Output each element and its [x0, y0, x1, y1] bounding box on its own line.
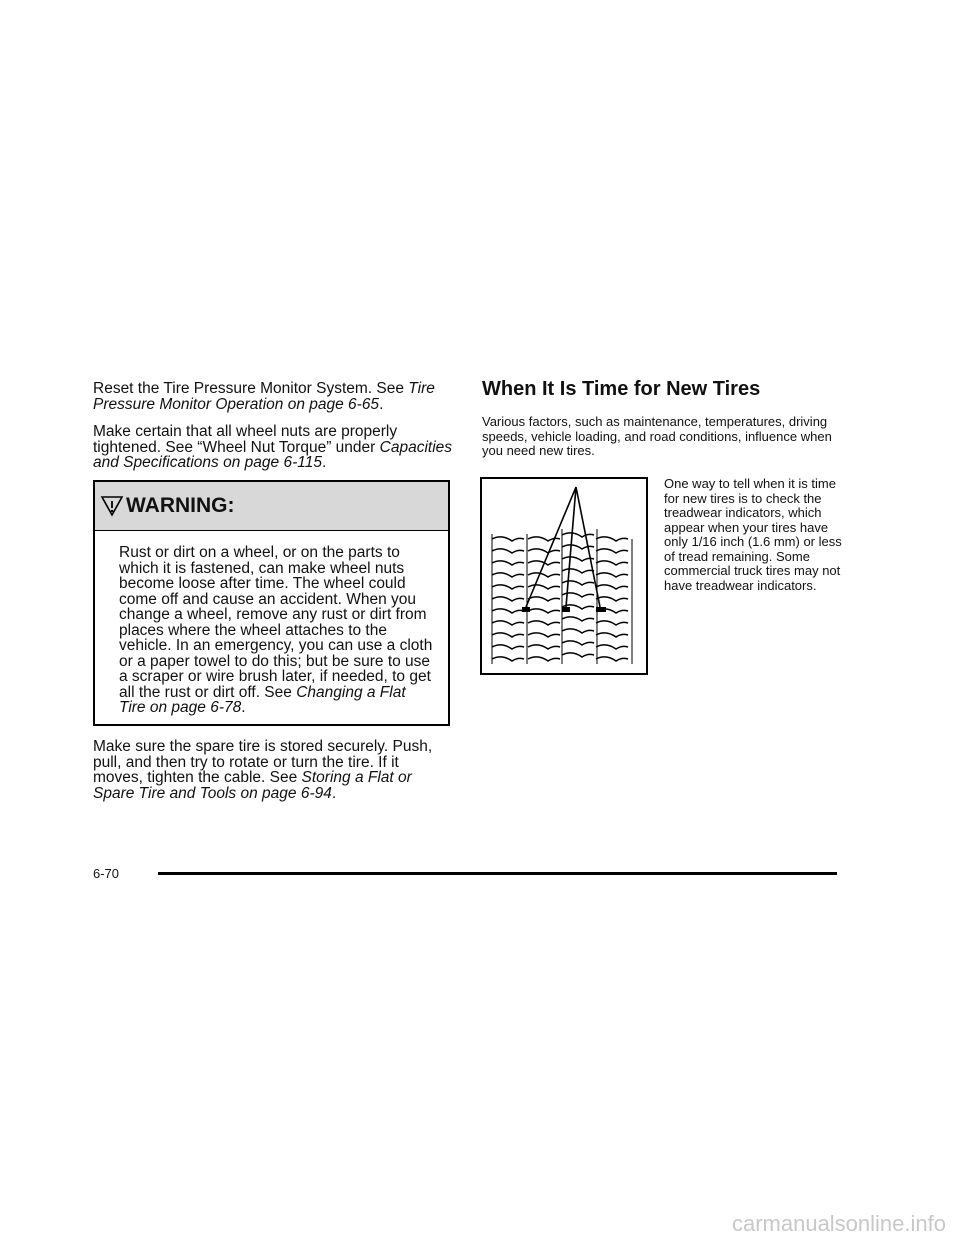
tpms-reset-paragraph: Reset the Tire Pressure Monitor System. See Tire Pressure Monitor Operation on page 6-65.	[93, 380, 435, 413]
storing-tire-link[interactable]: Storing a Flat or Spare Tire and Tools on page 6-94	[93, 769, 412, 802]
spare-tire-paragraph: Make sure the spare tire is stored securely. Push, pull, and then try to rotate or turn the tire. If it moves, tighten the cable. See Storing a Flat or Spare Tire and Tools on page 6-94.	[93, 738, 433, 802]
warning-triangle-icon	[100, 495, 124, 517]
warning-body: Rust or dirt on a wheel, or on the parts to which it is fastened, can make wheel nuts become loose after time. The wheel could come off and cause an accident. When you change a wheel, remove any rust or dirt from places where the wheel attaches to the vehicle. In an emergency, you can use a cloth or a paper towel to do this; but be sure to use a scraper or wire brush later, if needed, to get all the rust or dirt off. See Changing a Flat Tire on page 6-78.	[119, 544, 433, 716]
watermark-logo: carmanualsonline.info	[731, 1211, 946, 1236]
warning-header	[95, 482, 448, 531]
section-heading: When It Is Time for New Tires	[482, 378, 761, 400]
tire-tread-icon	[482, 479, 646, 673]
treadwear-illustration	[480, 477, 648, 675]
intro-paragraph: Various factors, such as maintenance, temperatures, driving speeds, vehicle loading, and road conditions, influence when you need new tires.	[482, 414, 832, 458]
page-number: 6-70	[93, 866, 120, 881]
tpms-link[interactable]: Tire Pressure Monitor Operation on page 6-65	[93, 380, 435, 413]
left-column	[93, 381, 453, 471]
wheel-nut-paragraph: Make certain that all wheel nuts are properly tightened. See “Wheel Nut Torque” under Capacities and Specifications on page 6-115.	[93, 423, 453, 471]
footer-rule	[158, 872, 837, 875]
warning-box	[93, 480, 450, 726]
flat-tire-link[interactable]: Changing a Flat Tire on page 6-78	[119, 683, 406, 716]
warning-title: WARNING:	[126, 494, 235, 517]
capacities-link[interactable]: Capacities and Specifications on page 6-115	[93, 438, 453, 471]
right-column	[482, 378, 842, 459]
treadwear-explanation: One way to tell when it is time for new tires is to check the treadwear indicators, which appear when your tires have only 1/16 inch (1.6 mm) or less of tread remaining. Some commercial truck tires may not have treadwear indicators.	[664, 476, 842, 593]
